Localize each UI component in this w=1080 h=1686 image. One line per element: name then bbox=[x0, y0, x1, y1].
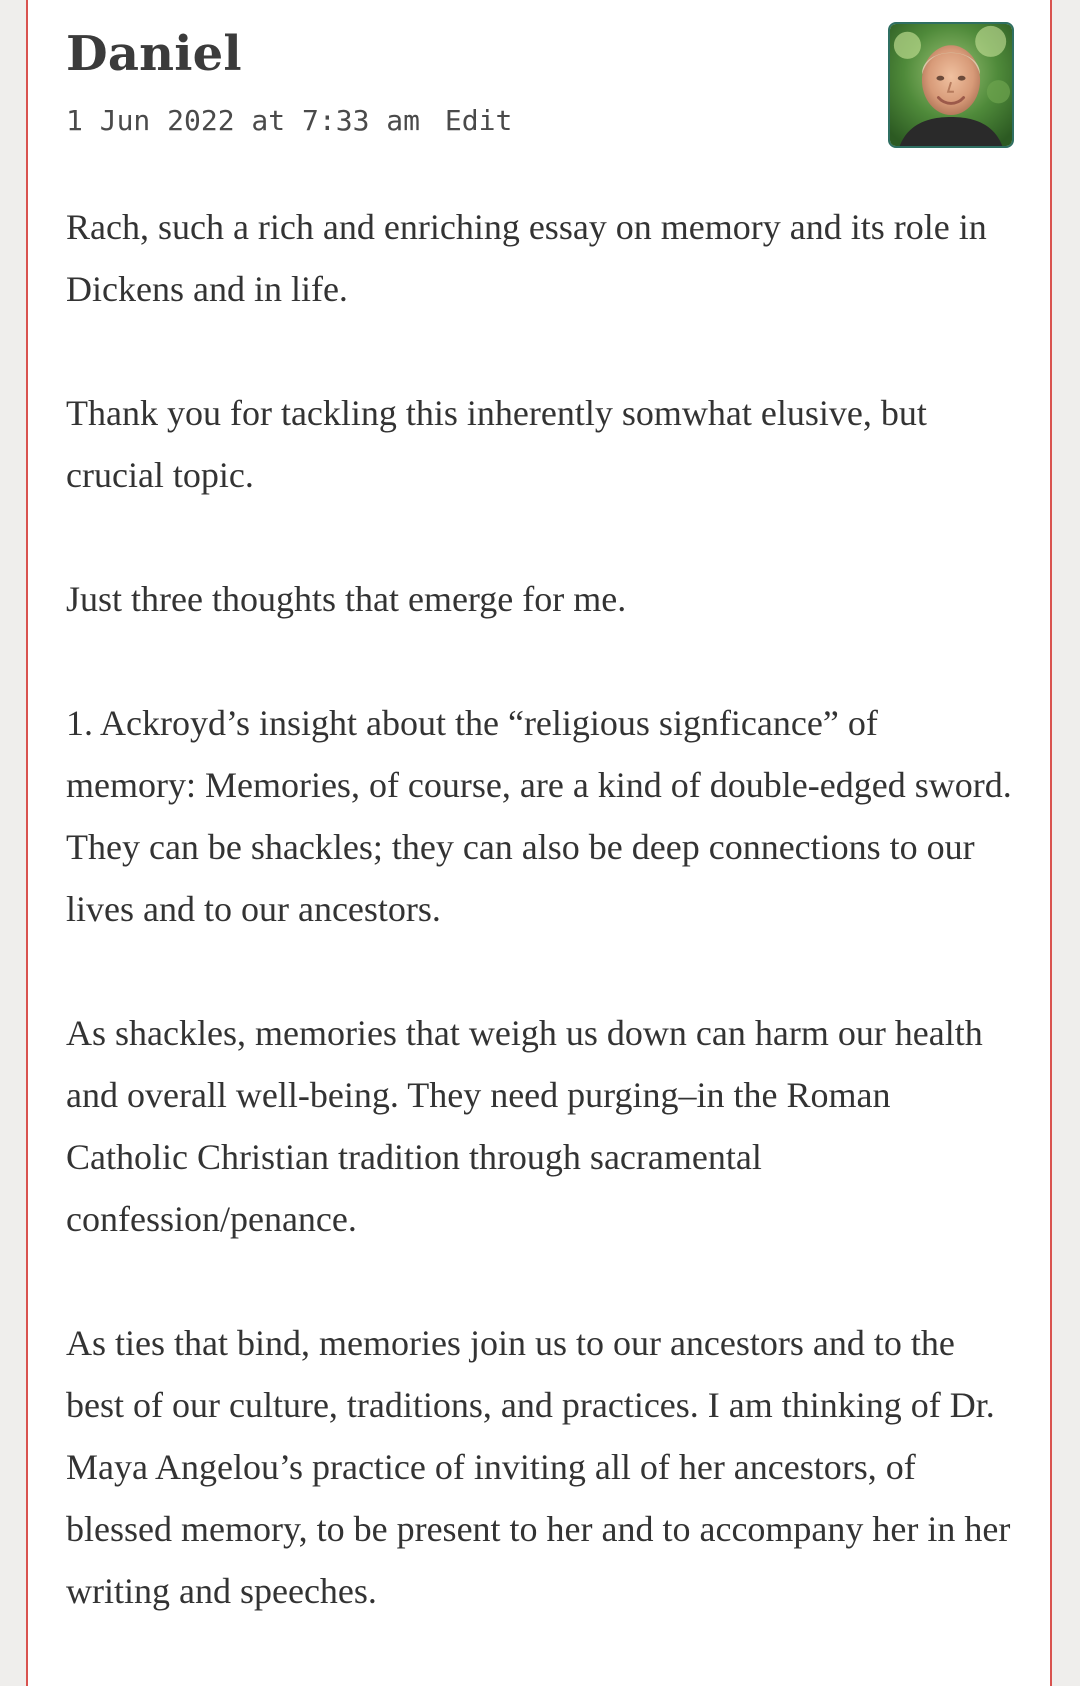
edit-link[interactable]: Edit bbox=[444, 104, 513, 137]
comment-paragraph: As shackles, memories that weigh us down can harm our health and overall well-being. They need purging–in the Roman Catholic Christian tradition through sacramental confession/penance. bbox=[66, 1013, 983, 1239]
avatar bbox=[888, 22, 1014, 148]
comment-paragraph: 1. Ackroyd’s insight about the “religious signficance” of memory: Memories, of course, are a kind of double-edged sword. They can be shackles; they can also be deep connections to our lives and to our ancestors. bbox=[66, 703, 1012, 929]
comment-paragraph: Just three thoughts that emerge for me. bbox=[66, 579, 627, 619]
comment-header bbox=[66, 0, 1012, 156]
comment-paragraph: Thank you for tackling this inherently somwhat elusive, but crucial topic. bbox=[66, 393, 927, 495]
comment-meta bbox=[66, 104, 512, 138]
comment-card bbox=[26, 0, 1052, 1686]
comment-author[interactable]: Daniel bbox=[66, 26, 242, 82]
comment-paragraph: As ties that bind, memories join us to our ancestors and to the best of our culture, traditions, and practices. I am thinking of Dr. Maya Angelou’s practice of inviting all of her ancestors, of blessed memory, to be present to her and to accompany her in her writing and speeches. bbox=[66, 1323, 1011, 1611]
comment-date[interactable]: 1 Jun 2022 at 7:33 am bbox=[66, 104, 421, 137]
user-photo-icon bbox=[890, 24, 1012, 146]
comment-body bbox=[66, 196, 1016, 1684]
comment-paragraph: Rach, such a rich and enriching essay on memory and its role in Dickens and in life. bbox=[66, 207, 987, 309]
